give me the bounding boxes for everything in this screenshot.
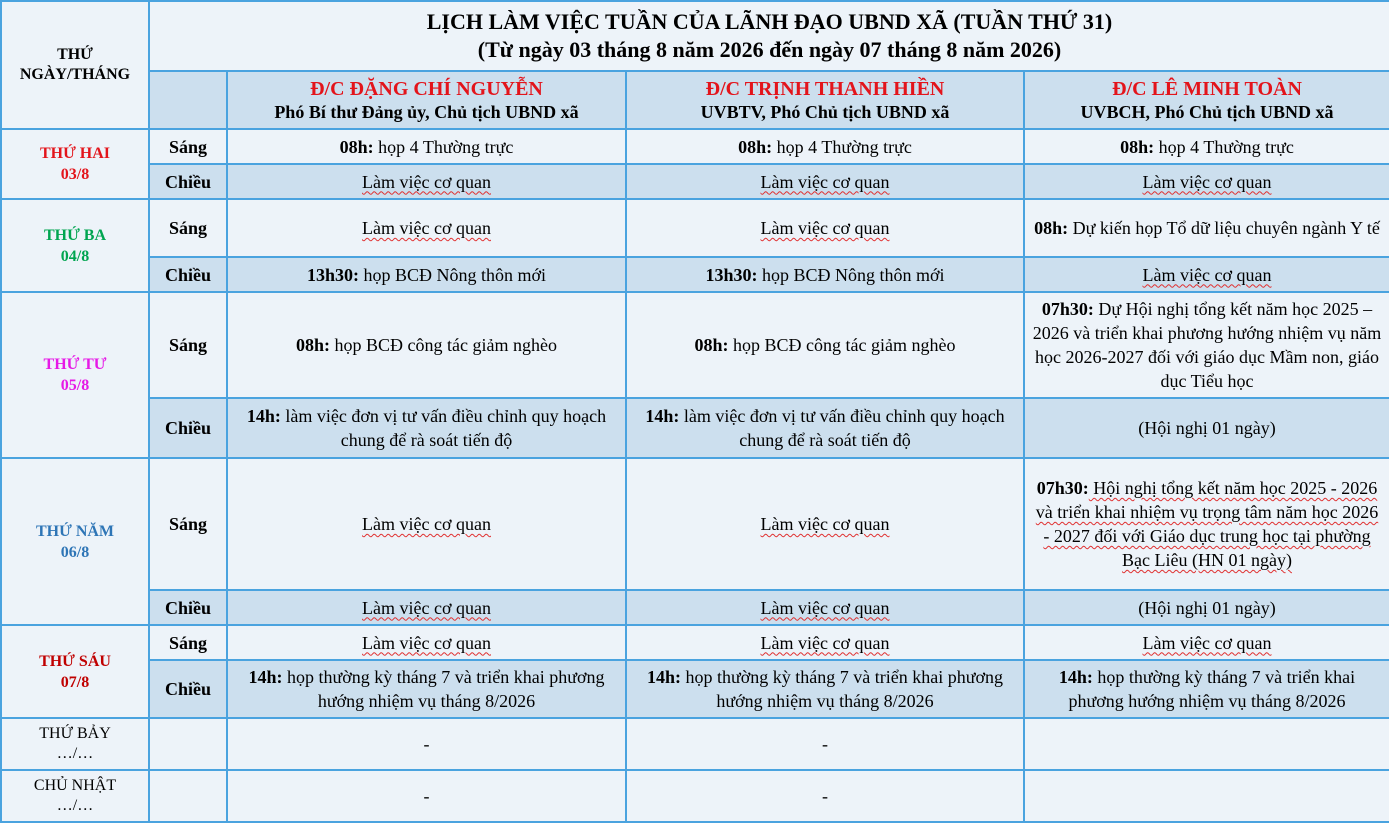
day-date: 05/8 (60, 377, 90, 394)
schedule-row (1, 590, 1389, 625)
activity-cell (1024, 770, 1389, 822)
activity-time: 13h30: (705, 264, 758, 285)
activity-text: họp 4 Thường trực (772, 136, 912, 157)
leader-name: Đ/C LÊ MINH TOÀN (1112, 78, 1302, 100)
schedule-row (1, 164, 1389, 199)
activity-cell (1024, 292, 1389, 398)
activity-cell (227, 164, 626, 199)
day-cell (1, 718, 149, 770)
activity-time: 08h: (738, 136, 773, 157)
session-morning-label: Sáng (149, 129, 227, 164)
schedule-row (1, 458, 1389, 590)
activity-cell (626, 199, 1024, 257)
activity-cell (227, 257, 626, 292)
activity-cell (1024, 590, 1389, 625)
activity-text: họp BCĐ Nông thôn mới (757, 264, 945, 285)
activity-time: 07h30: (1041, 299, 1094, 319)
leader-header-2 (626, 71, 1024, 129)
header-day-label: THỨ (57, 46, 93, 63)
activity-text: - (423, 786, 430, 806)
leader-position: UVBTV, Phó Chủ tịch UBND xã (700, 102, 950, 122)
activity-text: họp BCĐ công tác giảm nghèo (728, 335, 956, 355)
activity-text: họp thường kỳ tháng 7 và triển khai phương hướng nhiệm vụ tháng 8/2026 (282, 667, 605, 711)
schedule-row (1, 718, 1389, 770)
activity-time: 14h: (246, 406, 281, 426)
activity-cell (227, 660, 626, 718)
activity-cell (626, 625, 1024, 660)
activity-time: 14h: (248, 667, 283, 687)
activity-cell (626, 292, 1024, 398)
day-date: …/… (56, 745, 94, 762)
schedule-row (1, 199, 1389, 257)
activity-cell (626, 718, 1024, 770)
session-morning-label: Sáng (149, 458, 227, 590)
activity-cell (1024, 718, 1389, 770)
schedule-row (1, 257, 1389, 292)
activity-cell (227, 199, 626, 257)
day-cell (1, 199, 149, 292)
session-afternoon-label: Chiều (149, 257, 227, 292)
day-date: 07/8 (60, 673, 90, 691)
day-name: THỨ TƯ (43, 356, 107, 373)
activity-time: 08h: (1034, 218, 1069, 238)
day-cell (1, 625, 149, 718)
day-name: CHỦ NHẬT (33, 777, 117, 794)
activity-cell (227, 398, 626, 458)
activity-text: Làm việc cơ quan (362, 514, 491, 534)
activity-text: Làm việc cơ quan (362, 171, 491, 192)
activity-cell (227, 129, 626, 164)
session-afternoon-label: Chiều (149, 398, 227, 458)
activity-cell (1024, 129, 1389, 164)
day-name: THỨ SÁU (39, 652, 111, 670)
day-cell (1, 129, 149, 199)
activity-text: Làm việc cơ quan (760, 218, 890, 238)
session-morning-label: Sáng (149, 292, 227, 398)
activity-cell (626, 660, 1024, 718)
activity-cell (626, 770, 1024, 822)
schedule-subtitle: (Từ ngày 03 tháng 8 năm 2026 đến ngày 07 tháng 8 năm 2026) (477, 37, 1062, 62)
activity-cell (626, 458, 1024, 590)
leader-header-3 (1024, 71, 1389, 129)
activity-cell (227, 718, 626, 770)
schedule-row (1, 129, 1389, 164)
activity-cell (1024, 164, 1389, 199)
activity-time: 08h: (694, 335, 729, 355)
schedule-row (1, 770, 1389, 822)
header-date-label: NGÀY/THÁNG (19, 66, 131, 83)
day-date: 03/8 (60, 166, 90, 183)
schedule-row (1, 625, 1389, 660)
session-header-blank (149, 71, 227, 129)
session-afternoon-label: Chiều (149, 590, 227, 625)
activity-time: 14h: (1058, 667, 1093, 687)
day-date: 06/8 (60, 543, 90, 561)
activity-text: Làm việc cơ quan (760, 514, 890, 534)
activity-cell (1024, 199, 1389, 257)
activity-text: họp thường kỳ tháng 7 và triển khai phương hướng nhiệm vụ tháng 8/2026 (681, 667, 1004, 711)
activity-text: họp BCĐ công tác giảm nghèo (330, 335, 557, 355)
activity-cell (626, 398, 1024, 458)
activity-text: Làm việc cơ quan (362, 218, 491, 238)
day-date-header (1, 1, 149, 129)
day-cell (1, 770, 149, 822)
activity-cell (227, 458, 626, 590)
activity-time: 13h30: (306, 264, 359, 285)
schedule-title: LỊCH LÀM VIỆC TUẦN CỦA LÃNH ĐẠO UBND XÃ (TUẦN THỨ 31) (426, 9, 1113, 34)
activity-time: 08h: (339, 136, 374, 157)
activity-text: Dự Hội nghị tổng kết năm học 2025 – 2026 và triển khai phương hướng nhiệm vụ năm học 2026-2027 đối với giáo dục Mầm non, giáo dục Tiểu học (1032, 299, 1382, 391)
session-blank (149, 718, 227, 770)
activity-time: 14h: (646, 667, 681, 687)
day-name: THỨ BẢY (39, 725, 111, 742)
session-afternoon-label: Chiều (149, 660, 227, 718)
activity-text: Làm việc cơ quan (760, 171, 890, 192)
activity-text: (Hội nghị 01 ngày) (1138, 418, 1276, 438)
day-cell (1, 292, 149, 458)
day-cell (1, 458, 149, 625)
activity-cell (626, 164, 1024, 199)
activity-cell (626, 590, 1024, 625)
activity-time: 07h30: (1036, 478, 1089, 498)
activity-cell (227, 590, 626, 625)
activity-cell (227, 770, 626, 822)
activity-cell (1024, 398, 1389, 458)
activity-cell (227, 625, 626, 660)
schedule-title-cell (149, 1, 1389, 71)
session-morning-label: Sáng (149, 625, 227, 660)
leader-position: Phó Bí thư Đảng ủy, Chủ tịch UBND xã (274, 102, 579, 122)
leader-name: Đ/C TRỊNH THANH HIỀN (705, 78, 945, 100)
session-afternoon-label: Chiều (149, 164, 227, 199)
activity-text: làm việc đơn vị tư vấn điều chỉnh quy hoạch chung để rà soát tiến độ (679, 406, 1005, 450)
activity-text: Làm việc cơ quan (760, 632, 890, 653)
leader-position: UVBCH, Phó Chủ tịch UBND xã (1080, 102, 1334, 122)
activity-text: Làm việc cơ quan (760, 597, 890, 618)
session-morning-label: Sáng (149, 199, 227, 257)
activity-text: làm việc đơn vị tư vấn điều chỉnh quy hoạch chung để rà soát tiến độ (280, 406, 607, 450)
activity-cell (227, 292, 626, 398)
activity-cell (1024, 257, 1389, 292)
activity-cell (626, 257, 1024, 292)
day-date: 04/8 (60, 247, 90, 265)
activity-text: - (423, 734, 430, 754)
activity-text: Làm việc cơ quan (1142, 171, 1272, 192)
activity-text: Làm việc cơ quan (1142, 632, 1272, 653)
activity-text: họp 4 Thường trực (373, 136, 514, 157)
activity-text: họp 4 Thường trực (1154, 136, 1294, 157)
day-name: THỨ BA (43, 226, 107, 244)
activity-text: Hội nghị tổng kết năm học 2025 - 2026 và triển khai nhiệm vụ trọng tâm năm học 2026 - 2027 đối với Giáo dục trung học tại phường Bạc Liêu (HN 01 ngày) (1035, 478, 1379, 570)
activity-time: 08h: (296, 335, 331, 355)
activity-text: họp BCĐ Nông thôn mới (358, 264, 547, 285)
schedule-row (1, 660, 1389, 718)
activity-cell (1024, 625, 1389, 660)
session-blank (149, 770, 227, 822)
schedule-body (1, 129, 1389, 822)
leader-header-1 (227, 71, 626, 129)
activity-cell (626, 129, 1024, 164)
activity-text: Làm việc cơ quan (362, 597, 491, 618)
activity-time: 08h: (1120, 136, 1155, 157)
activity-text: họp thường kỳ tháng 7 và triển khai phương hướng nhiệm vụ tháng 8/2026 (1068, 667, 1356, 711)
activity-cell (1024, 458, 1389, 590)
activity-text: (Hội nghị 01 ngày) (1138, 597, 1276, 618)
day-name: THỨ NĂM (35, 522, 115, 540)
activity-text: - (822, 734, 828, 754)
leader-name: Đ/C ĐẶNG CHÍ NGUYỄN (310, 78, 543, 100)
day-date: …/… (56, 797, 94, 814)
activity-text: - (822, 786, 828, 806)
schedule-row (1, 292, 1389, 398)
activity-text: Làm việc cơ quan (362, 632, 491, 653)
activity-cell (1024, 660, 1389, 718)
activity-time: 14h: (645, 406, 680, 426)
activity-text: Dự kiến họp Tổ dữ liệu chuyên ngành Y tế (1068, 218, 1380, 238)
day-name: THỨ HAI (39, 145, 111, 162)
activity-text: Làm việc cơ quan (1142, 264, 1272, 285)
schedule-row (1, 398, 1389, 458)
